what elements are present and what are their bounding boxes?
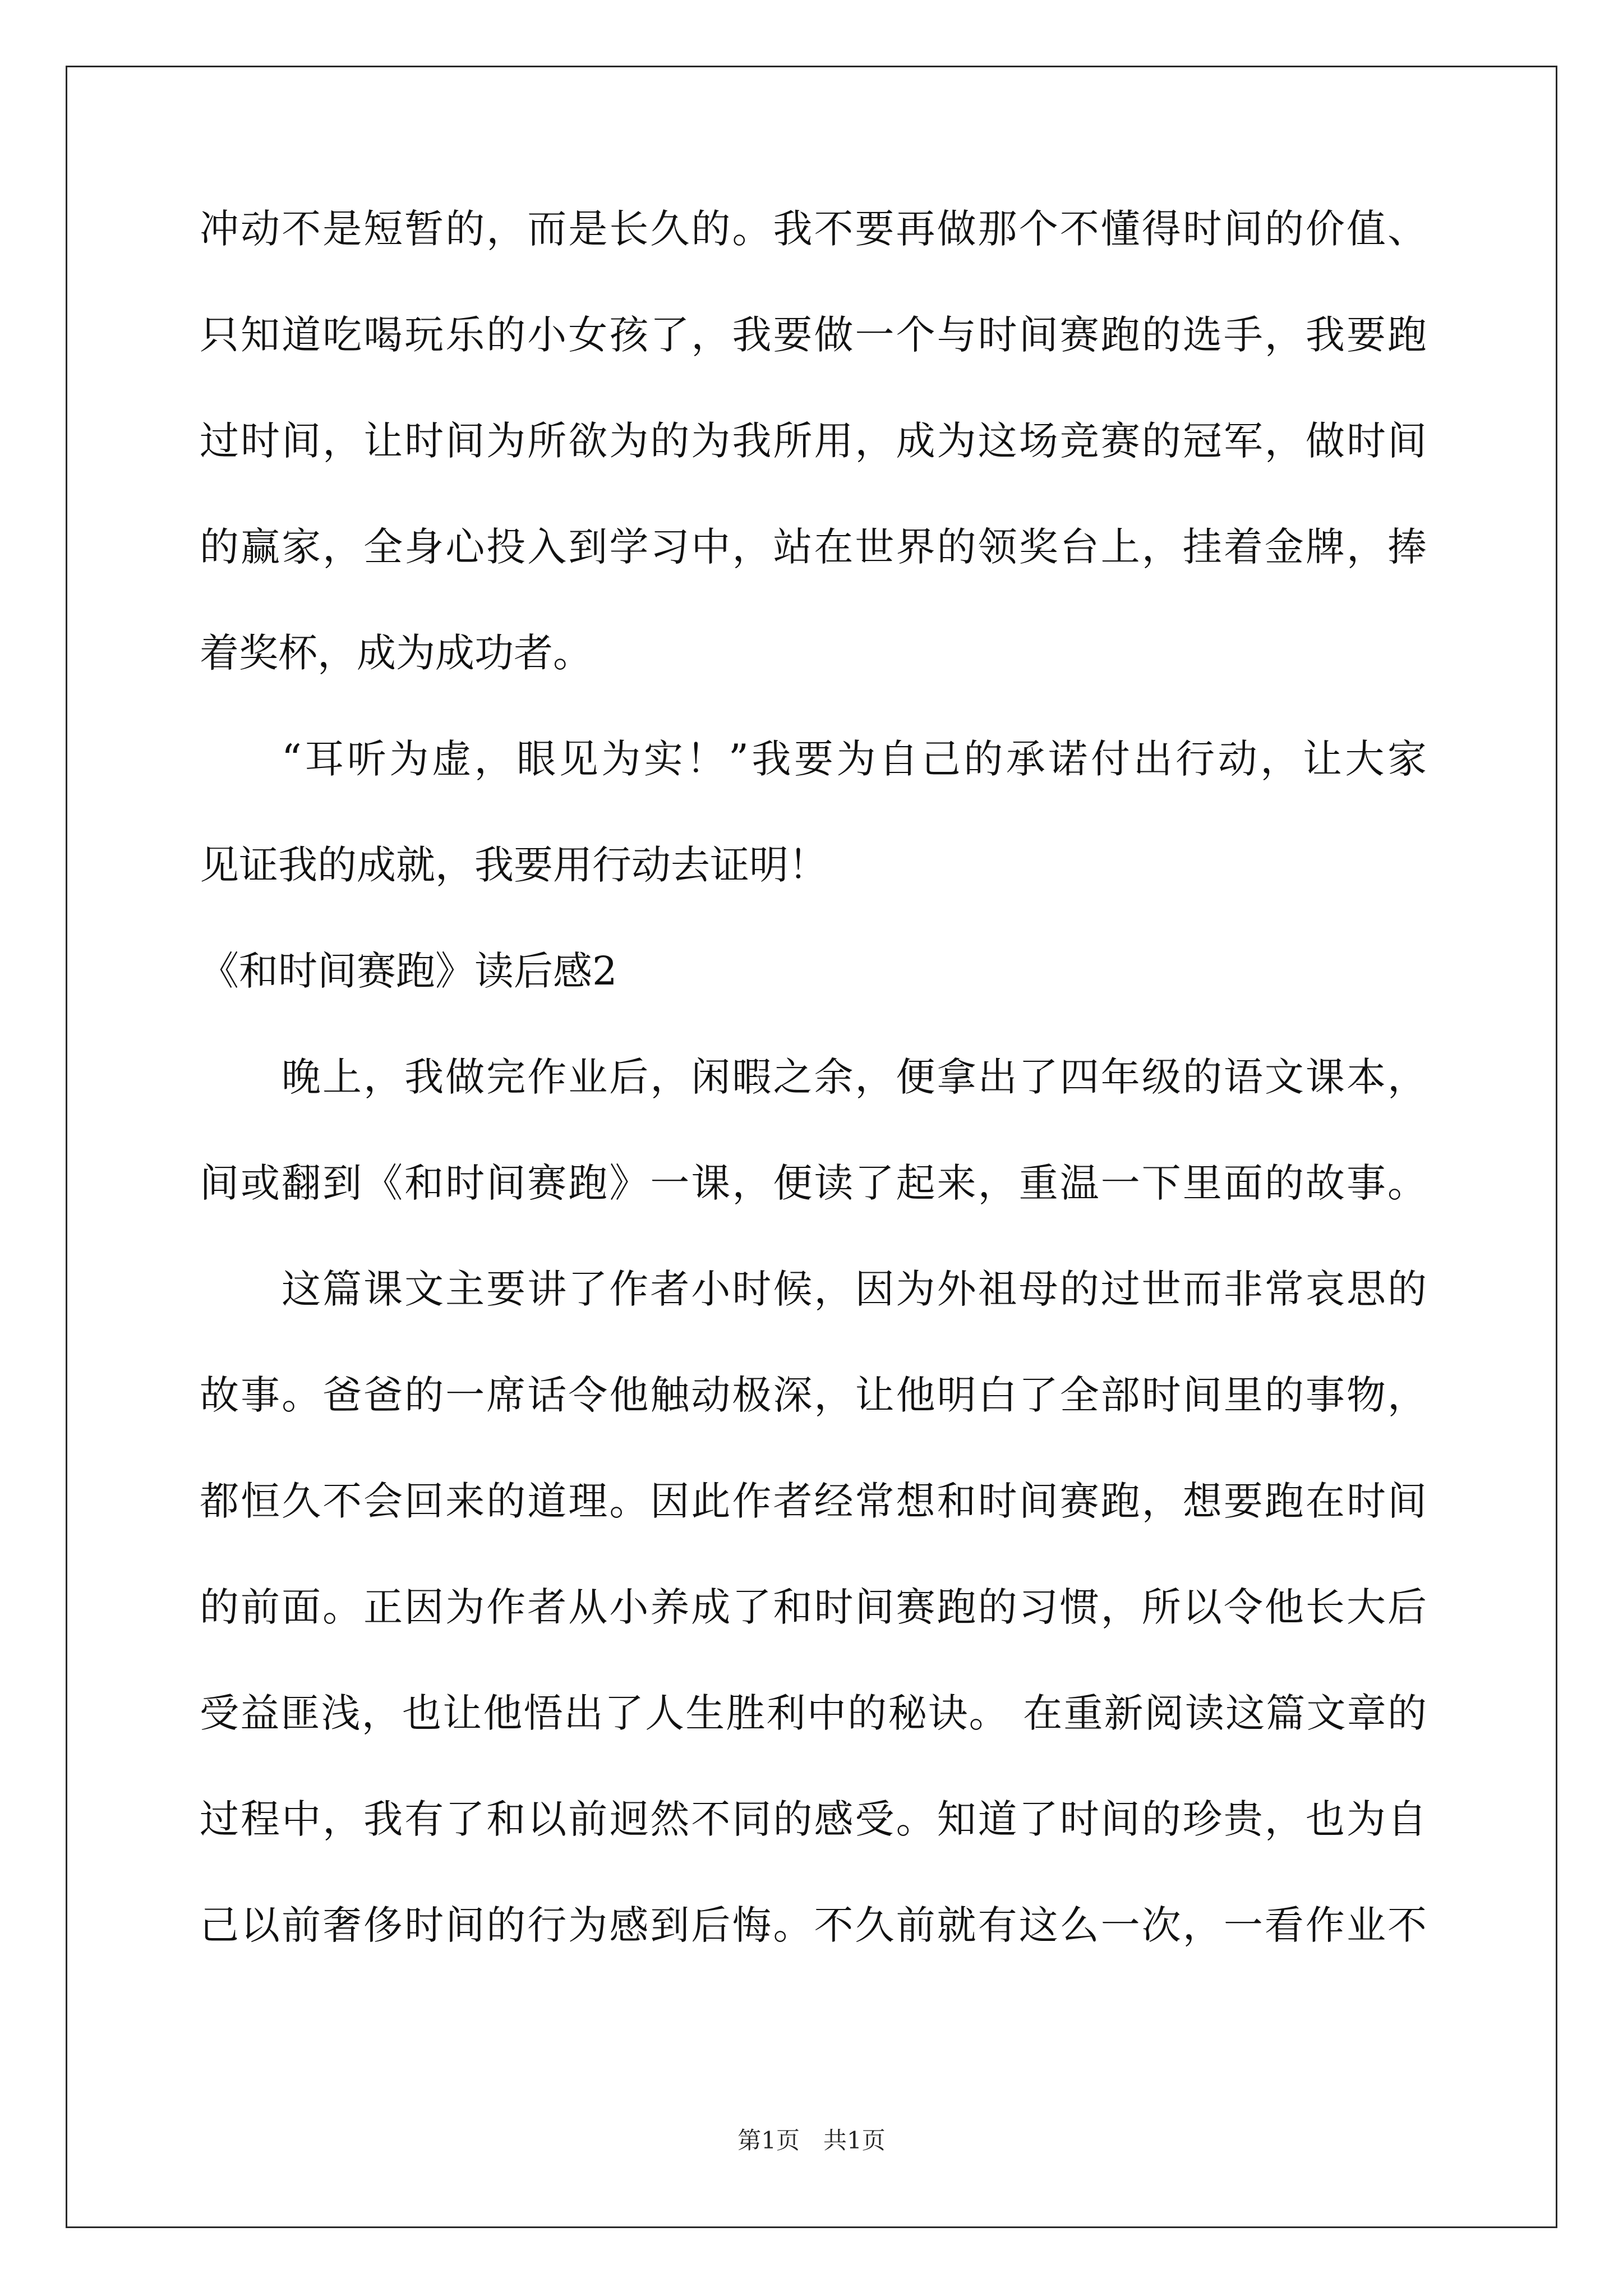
text-line: 冲动不是短暂的，而是长久的。我不要再做那个不懂得时间的价值、: [200, 206, 1427, 252]
text-line: 故事。爸爸的一席话令他触动极深，让他明白了全部时间里的事物，: [200, 1372, 1427, 1418]
text-line: 过程中，我有了和以前迥然不同的感受。知道了时间的珍贵，也为自: [200, 1796, 1427, 1842]
text-line: 过时间，让时间为所欲为的为我所用，成为这场竞赛的冠军，做时间: [200, 418, 1427, 464]
document-body: [200, 206, 1427, 2012]
text-line: 的赢家，全身心投入到学习中，站在世界的领奖台上，挂着金牌，捧: [200, 524, 1427, 570]
text-line: 受益匪浅，也让他悟出了人生胜利中的秘诀。 在重新阅读这篇文章的: [200, 1690, 1427, 1736]
text-line: 晚上，我做完作业后，闲暇之余，便拿出了四年级的语文课本，: [282, 1054, 1427, 1100]
text-line: “耳听为虚，眼见为实！”我要为自己的承诺付出行动，让大家: [282, 736, 1427, 782]
text-line: 这篇课文主要讲了作者小时候，因为外祖母的过世而非常哀思的: [282, 1266, 1427, 1312]
text-line: 都恒久不会回来的道理。因此作者经常想和时间赛跑，想要跑在时间: [200, 1478, 1427, 1524]
text-line: 间或翻到《和时间赛跑》一课，便读了起来，重温一下里面的故事。: [200, 1160, 1427, 1206]
text-line: 的前面。正因为作者从小养成了和时间赛跑的习惯，所以令他长大后: [200, 1584, 1427, 1630]
text-line: 着奖杯，成为成功者。: [200, 630, 592, 676]
text-line: 见证我的成就，我要用行动去证明！: [200, 842, 828, 888]
text-line: 己以前奢侈时间的行为感到后悔。不久前就有这么一次，一看作业不: [200, 1902, 1427, 1948]
page-footer: 第1页 共1页: [737, 2127, 886, 2154]
text-line: 《和时间赛跑》读后感2: [200, 948, 617, 994]
text-line: 只知道吃喝玩乐的小女孩了，我要做一个与时间赛跑的选手，我要跑: [200, 312, 1427, 358]
